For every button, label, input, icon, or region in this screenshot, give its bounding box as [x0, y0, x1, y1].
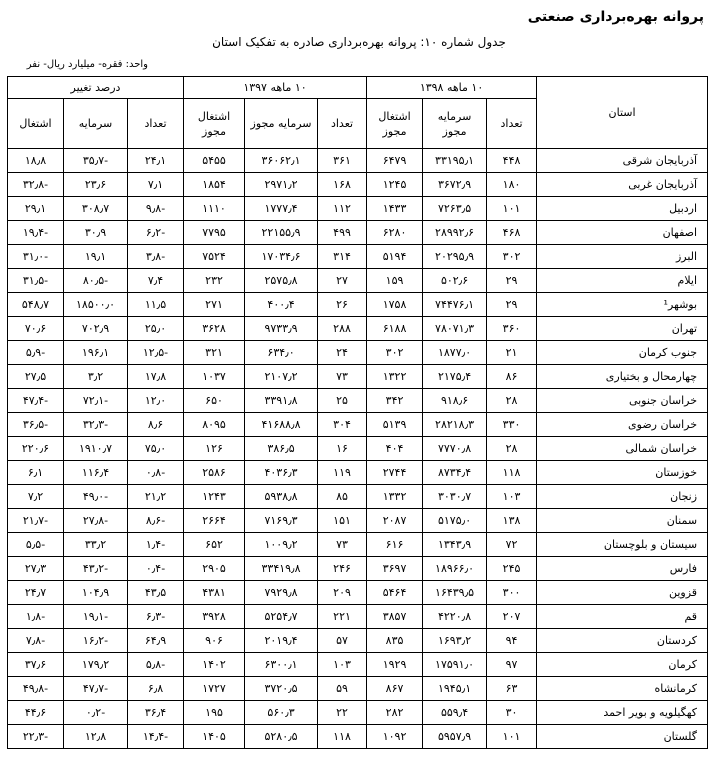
count-change-cell: ۱۷٫۸: [128, 365, 184, 389]
capital-1397-cell: ۲۰۱۹٫۴: [245, 629, 318, 653]
capital-1398-cell: ۱۹۴۵٫۱: [423, 677, 487, 701]
table-row: [8, 245, 708, 269]
employment-change-cell: -۵٫۹: [8, 341, 64, 365]
province-cell: خراسان شمالی: [537, 437, 708, 461]
capital-1397-cell: ۵۹۳۸٫۸: [245, 485, 318, 509]
count-1397-cell: ۲۷: [318, 269, 367, 293]
count-change-cell: ۷٫۴: [128, 269, 184, 293]
province-cell: قزوین: [537, 581, 708, 605]
count-change-cell: -۸٫۶: [128, 509, 184, 533]
employment-1398-cell: ۵۴۶۴: [367, 581, 423, 605]
capital-1398-cell: ۱۸۷۷٫۰: [423, 341, 487, 365]
employment-1398-cell: ۲۰۸۷: [367, 509, 423, 533]
count-change-cell: -۳٫۸: [128, 245, 184, 269]
capital-1398-cell: ۵۵۹٫۴: [423, 701, 487, 725]
count-1398-cell: ۷۲: [487, 533, 537, 557]
employment-change-cell: -۷٫۸: [8, 629, 64, 653]
employment-1397-cell: ۲۵۸۶: [184, 461, 245, 485]
employment-1397-cell: ۹۰۶: [184, 629, 245, 653]
employment-change-cell: -۳۶٫۵: [8, 413, 64, 437]
capital-change-cell: ۱۷۹٫۲: [64, 653, 128, 677]
unit-note: واحد: فقره- میلیارد ریال- نفر: [26, 59, 148, 70]
count-1397-cell: ۱۰۳: [318, 653, 367, 677]
province-cell: کرمانشاه: [537, 677, 708, 701]
count-1398-cell: ۳۶۰: [487, 317, 537, 341]
count-1397-cell: ۱۶: [318, 437, 367, 461]
province-cell: سیستان و بلوچستان: [537, 533, 708, 557]
province-cell: کرمان: [537, 653, 708, 677]
employment-1398-cell: ۶۱۶: [367, 533, 423, 557]
employment-1398-cell: ۵۱۳۹: [367, 413, 423, 437]
employment-header-1398: اشتغال مجوز: [367, 99, 423, 149]
employment-1398-cell: ۶۱۸۸: [367, 317, 423, 341]
count-change-cell: ۶۴٫۹: [128, 629, 184, 653]
count-1397-cell: ۵۷: [318, 629, 367, 653]
table-caption: جدول شماره ۱۰: پروانه بهره‌برداری صادره به تفکیک استان: [212, 35, 506, 49]
table-row: [8, 221, 708, 245]
employment-1397-cell: ۲۷۱: [184, 293, 245, 317]
count-change-cell: -۱۴٫۴: [128, 725, 184, 749]
capital-1398-cell: ۹۱۸٫۶: [423, 389, 487, 413]
employment-change-cell: -۴۹٫۸: [8, 677, 64, 701]
capital-1398-cell: ۵۱۷۵٫۰: [423, 509, 487, 533]
capital-header-1398: سرمایه مجوز: [423, 99, 487, 149]
capital-change-cell: ۷۰۲٫۹: [64, 317, 128, 341]
employment-1398-cell: ۳۴۲: [367, 389, 423, 413]
capital-1397-cell: ۲۲۱۵۵٫۹: [245, 221, 318, 245]
count-1397-cell: ۳۰۴: [318, 413, 367, 437]
capital-1398-cell: ۷۸۰۷۱٫۳: [423, 317, 487, 341]
count-1397-cell: ۲۶: [318, 293, 367, 317]
count-change-cell: -۰٫۴: [128, 557, 184, 581]
count-1397-cell: ۲۸۸: [318, 317, 367, 341]
employment-change-header: اشتغال: [8, 99, 64, 149]
capital-1398-cell: ۵۹۵۷٫۹: [423, 725, 487, 749]
count-1397-cell: ۱۵۱: [318, 509, 367, 533]
employment-change-cell: -۴۷٫۴: [8, 389, 64, 413]
table-row: [8, 485, 708, 509]
employment-1397-cell: ۱۲۶: [184, 437, 245, 461]
capital-change-header: سرمایه: [64, 99, 128, 149]
employment-change-cell: ۵۴۸٫۷: [8, 293, 64, 317]
province-cell: آذربایجان غربی: [537, 173, 708, 197]
employment-1398-cell: ۵۱۹۴: [367, 245, 423, 269]
province-cell: اصفهان: [537, 221, 708, 245]
employment-1398-cell: ۱۲۴۵: [367, 173, 423, 197]
employment-1397-cell: ۲۶۶۴: [184, 509, 245, 533]
count-1398-cell: ۹۷: [487, 653, 537, 677]
employment-1398-cell: ۲۷۴۴: [367, 461, 423, 485]
employment-1398-cell: ۳۰۲: [367, 341, 423, 365]
capital-1398-cell: ۷۴۴۷۶٫۱: [423, 293, 487, 317]
employment-1397-cell: ۱۸۵۴: [184, 173, 245, 197]
count-1397-cell: ۳۶۱: [318, 149, 367, 173]
province-cell: قم: [537, 605, 708, 629]
table-row: [8, 341, 708, 365]
capital-1398-cell: ۸۷۳۴٫۴: [423, 461, 487, 485]
group-header-1397: ۱۰ ماهه ۱۳۹۷: [184, 77, 367, 99]
count-change-cell: ۲۱٫۲: [128, 485, 184, 509]
count-1398-cell: ۱۰۱: [487, 197, 537, 221]
province-cell: بوشهر¹: [537, 293, 708, 317]
employment-change-cell: ۶٫۱: [8, 461, 64, 485]
capital-1397-cell: ۲۵۷۵٫۸: [245, 269, 318, 293]
capital-1397-cell: ۷۱۶۹٫۳: [245, 509, 318, 533]
table-row: [8, 677, 708, 701]
capital-1398-cell: ۷۲۶۳٫۵: [423, 197, 487, 221]
capital-1398-cell: ۳۳۱۹۵٫۱: [423, 149, 487, 173]
count-1397-cell: ۱۱۸: [318, 725, 367, 749]
count-change-cell: ۳۶٫۴: [128, 701, 184, 725]
employment-change-cell: -۱٫۸: [8, 605, 64, 629]
count-1397-cell: ۱۱۹: [318, 461, 367, 485]
employment-change-cell: ۴۴٫۶: [8, 701, 64, 725]
capital-1398-cell: ۱۶۹۳٫۲: [423, 629, 487, 653]
count-1397-cell: ۴۹۹: [318, 221, 367, 245]
employment-1397-cell: ۶۵۲: [184, 533, 245, 557]
employment-change-cell: ۲۷٫۳: [8, 557, 64, 581]
count-change-cell: ۶٫۸: [128, 677, 184, 701]
capital-1398-cell: ۲۰۲۹۵٫۹: [423, 245, 487, 269]
count-1398-cell: ۲۴۵: [487, 557, 537, 581]
count-1398-cell: ۲۹: [487, 293, 537, 317]
capital-1398-cell: ۱۸۹۶۶٫۰: [423, 557, 487, 581]
province-cell: فارس: [537, 557, 708, 581]
capital-1397-cell: ۳۶۰۶۲٫۱: [245, 149, 318, 173]
table-row: [8, 581, 708, 605]
capital-1397-cell: ۵۶۰٫۳: [245, 701, 318, 725]
province-cell: اردبیل: [537, 197, 708, 221]
count-header-1398: تعداد: [487, 99, 537, 149]
table-row: [8, 725, 708, 749]
employment-1397-cell: ۲۹۰۵: [184, 557, 245, 581]
employment-change-cell: ۷٫۲: [8, 485, 64, 509]
table-row: [8, 293, 708, 317]
table-row: [8, 365, 708, 389]
capital-1397-cell: ۴۰۰٫۴: [245, 293, 318, 317]
capital-1398-cell: ۲۸۹۹۲٫۶: [423, 221, 487, 245]
capital-1397-cell: ۷۹۲۹٫۸: [245, 581, 318, 605]
capital-1397-cell: ۶۳۴٫۰: [245, 341, 318, 365]
count-1398-cell: ۲۱: [487, 341, 537, 365]
employment-1397-cell: ۵۴۵۵: [184, 149, 245, 173]
page-title: پروانه بهره‌برداری صنعتی: [527, 9, 704, 25]
count-change-cell: -۹٫۸: [128, 197, 184, 221]
count-1397-cell: ۲۲۱: [318, 605, 367, 629]
employment-1398-cell: ۸۶۷: [367, 677, 423, 701]
employment-change-cell: ۳۷٫۶: [8, 653, 64, 677]
capital-change-cell: ۱۹۱۰٫۷: [64, 437, 128, 461]
capital-change-cell: -۴۳٫۲: [64, 557, 128, 581]
table-row: [8, 149, 708, 173]
province-cell: کهگیلویه و بویر احمد: [537, 701, 708, 725]
capital-1398-cell: ۵۰۲٫۶: [423, 269, 487, 293]
capital-1397-cell: ۹۷۳۳٫۹: [245, 317, 318, 341]
count-1398-cell: ۹۴: [487, 629, 537, 653]
capital-change-cell: -۴۷٫۷: [64, 677, 128, 701]
employment-1397-cell: ۳۹۲۸: [184, 605, 245, 629]
table-body: [8, 149, 708, 749]
count-1398-cell: ۳۰۰: [487, 581, 537, 605]
capital-1398-cell: ۷۷۷۰٫۸: [423, 437, 487, 461]
capital-change-cell: ۱۲٫۸: [64, 725, 128, 749]
capital-1397-cell: ۱۷۷۷٫۴: [245, 197, 318, 221]
table-row: [8, 701, 708, 725]
capital-change-cell: ۳۰٫۹: [64, 221, 128, 245]
count-change-cell: ۷۵٫۰: [128, 437, 184, 461]
count-change-cell: ۸٫۶: [128, 413, 184, 437]
capital-1397-cell: ۲۹۷۱٫۲: [245, 173, 318, 197]
count-1398-cell: ۲۹: [487, 269, 537, 293]
province-cell: سمنان: [537, 509, 708, 533]
employment-1397-cell: ۸۰۹۵: [184, 413, 245, 437]
capital-change-cell: ۳۰۸٫۷: [64, 197, 128, 221]
capital-1397-cell: ۵۲۸۰٫۵: [245, 725, 318, 749]
capital-1398-cell: ۲۱۷۵٫۴: [423, 365, 487, 389]
employment-1398-cell: ۱۹۲۹: [367, 653, 423, 677]
province-cell: کردستان: [537, 629, 708, 653]
table-row: [8, 317, 708, 341]
capital-1397-cell: ۶۳۰۰٫۱: [245, 653, 318, 677]
count-change-cell: -۵٫۸: [128, 653, 184, 677]
group-header-1398: ۱۰ ماهه ۱۳۹۸: [367, 77, 537, 99]
employment-1398-cell: ۱۰۹۲: [367, 725, 423, 749]
capital-1397-cell: ۴۰۳۶٫۳: [245, 461, 318, 485]
province-cell: ایلام: [537, 269, 708, 293]
capital-change-cell: ۳۳٫۲: [64, 533, 128, 557]
capital-change-cell: -۲۷٫۸: [64, 509, 128, 533]
province-cell: تهران: [537, 317, 708, 341]
employment-change-cell: ۷۰٫۶: [8, 317, 64, 341]
province-cell: خراسان جنوبی: [537, 389, 708, 413]
employment-1397-cell: ۱۲۴۳: [184, 485, 245, 509]
table-row: [8, 461, 708, 485]
capital-1398-cell: ۱۳۴۳٫۹: [423, 533, 487, 557]
count-header-1397: تعداد: [318, 99, 367, 149]
province-cell: البرز: [537, 245, 708, 269]
employment-change-cell: ۲۴٫۷: [8, 581, 64, 605]
table-row: [8, 173, 708, 197]
group-header-change: درصد تغییر: [8, 77, 184, 99]
employment-1397-cell: ۱۹۵: [184, 701, 245, 725]
count-1398-cell: ۴۴۸: [487, 149, 537, 173]
count-change-cell: ۱۲٫۰: [128, 389, 184, 413]
province-permits-table: [7, 76, 708, 749]
capital-change-cell: -۰٫۲: [64, 701, 128, 725]
capital-1397-cell: ۳۳۴۱۹٫۸: [245, 557, 318, 581]
capital-1397-cell: ۴۱۶۸۸٫۸: [245, 413, 318, 437]
employment-change-cell: -۲۱٫۷: [8, 509, 64, 533]
count-change-cell: ۲۴٫۱: [128, 149, 184, 173]
count-1398-cell: ۳۰: [487, 701, 537, 725]
capital-1398-cell: ۳۰۳۰٫۷: [423, 485, 487, 509]
capital-change-cell: ۳٫۲: [64, 365, 128, 389]
count-1398-cell: ۳۰۲: [487, 245, 537, 269]
count-1398-cell: ۲۸: [487, 437, 537, 461]
province-cell: زنجان: [537, 485, 708, 509]
count-1398-cell: ۲۸: [487, 389, 537, 413]
count-1398-cell: ۲۰۷: [487, 605, 537, 629]
capital-change-cell: -۱۹٫۱: [64, 605, 128, 629]
count-change-cell: -۱٫۴: [128, 533, 184, 557]
count-1397-cell: ۲۰۹: [318, 581, 367, 605]
count-1398-cell: ۱۸۰: [487, 173, 537, 197]
table-row: [8, 653, 708, 677]
employment-change-cell: -۳۱٫۰: [8, 245, 64, 269]
employment-1398-cell: ۱۳۲۲: [367, 365, 423, 389]
capital-1398-cell: ۲۸۲۱۸٫۳: [423, 413, 487, 437]
capital-change-cell: ۱۸۵۰۰٫۰: [64, 293, 128, 317]
employment-1398-cell: ۱۳۳۲: [367, 485, 423, 509]
count-change-header: تعداد: [128, 99, 184, 149]
employment-1398-cell: ۲۸۲: [367, 701, 423, 725]
count-1397-cell: ۱۶۸: [318, 173, 367, 197]
capital-change-cell: -۱۶٫۲: [64, 629, 128, 653]
count-1397-cell: ۷۳: [318, 365, 367, 389]
employment-change-cell: -۳۱٫۵: [8, 269, 64, 293]
employment-1397-cell: ۱۴۰۲: [184, 653, 245, 677]
table-row: [8, 269, 708, 293]
capital-1398-cell: ۴۲۲۰٫۸: [423, 605, 487, 629]
count-1398-cell: ۱۱۸: [487, 461, 537, 485]
employment-change-cell: ۱۸٫۸: [8, 149, 64, 173]
count-1398-cell: ۸۶: [487, 365, 537, 389]
count-change-cell: ۷٫۱: [128, 173, 184, 197]
employment-1398-cell: ۱۷۵۸: [367, 293, 423, 317]
employment-1397-cell: ۴۳۸۱: [184, 581, 245, 605]
employment-1397-cell: ۳۶۲۸: [184, 317, 245, 341]
employment-1397-cell: ۱۱۱۰: [184, 197, 245, 221]
capital-change-cell: ۱۰۴٫۹: [64, 581, 128, 605]
employment-1398-cell: ۱۴۳۳: [367, 197, 423, 221]
employment-header-1397: اشتغال مجوز: [184, 99, 245, 149]
employment-1397-cell: ۷۵۲۴: [184, 245, 245, 269]
count-1397-cell: ۲۲: [318, 701, 367, 725]
employment-1398-cell: ۶۴۷۹: [367, 149, 423, 173]
count-1398-cell: ۶۳: [487, 677, 537, 701]
table-row: [8, 437, 708, 461]
employment-1398-cell: ۱۵۹: [367, 269, 423, 293]
employment-change-cell: -۵٫۵: [8, 533, 64, 557]
province-cell: گلستان: [537, 725, 708, 749]
capital-change-cell: ۱۹۶٫۱: [64, 341, 128, 365]
count-change-cell: ۴۳٫۵: [128, 581, 184, 605]
count-1397-cell: ۵۹: [318, 677, 367, 701]
count-1397-cell: ۲۵: [318, 389, 367, 413]
count-1398-cell: ۳۳۰: [487, 413, 537, 437]
capital-change-cell: -۷۲٫۱: [64, 389, 128, 413]
count-change-cell: ۱۱٫۵: [128, 293, 184, 317]
count-1397-cell: ۱۱۲: [318, 197, 367, 221]
count-change-cell: -۱۲٫۵: [128, 341, 184, 365]
employment-1398-cell: ۴۰۴: [367, 437, 423, 461]
capital-1397-cell: ۳۸۶٫۵: [245, 437, 318, 461]
employment-change-cell: -۱۹٫۴: [8, 221, 64, 245]
capital-change-cell: -۳۲٫۳: [64, 413, 128, 437]
employment-1397-cell: ۱۴۰۵: [184, 725, 245, 749]
count-1397-cell: ۸۵: [318, 485, 367, 509]
employment-1398-cell: ۶۲۸۰: [367, 221, 423, 245]
province-cell: خوزستان: [537, 461, 708, 485]
employment-change-cell: -۲۲٫۳: [8, 725, 64, 749]
capital-1397-cell: ۳۷۲۰٫۵: [245, 677, 318, 701]
count-1398-cell: ۱۳۸: [487, 509, 537, 533]
count-1397-cell: ۳۱۴: [318, 245, 367, 269]
employment-1397-cell: ۲۳۲: [184, 269, 245, 293]
employment-1397-cell: ۷۷۹۵: [184, 221, 245, 245]
count-1398-cell: ۱۰۳: [487, 485, 537, 509]
count-change-cell: -۶٫۲: [128, 221, 184, 245]
employment-1397-cell: ۱۷۲۷: [184, 677, 245, 701]
capital-header-1397: سرمایه مجوز: [245, 99, 318, 149]
capital-1397-cell: ۱۷۰۳۴٫۶: [245, 245, 318, 269]
capital-change-cell: -۸۰٫۵: [64, 269, 128, 293]
capital-1398-cell: ۳۶۷۲٫۹: [423, 173, 487, 197]
table-row: [8, 605, 708, 629]
count-change-cell: -۶٫۳: [128, 605, 184, 629]
employment-1398-cell: ۸۳۵: [367, 629, 423, 653]
employment-1397-cell: ۳۲۱: [184, 341, 245, 365]
table-row: [8, 557, 708, 581]
count-1397-cell: ۲۴: [318, 341, 367, 365]
capital-1398-cell: ۱۷۵۹۱٫۰: [423, 653, 487, 677]
capital-change-cell: ۱۱۶٫۴: [64, 461, 128, 485]
table-row: [8, 197, 708, 221]
employment-1398-cell: ۳۶۹۷: [367, 557, 423, 581]
province-cell: آذربایجان شرقی: [537, 149, 708, 173]
province-cell: چهارمحال و بختیاری: [537, 365, 708, 389]
table-row: [8, 413, 708, 437]
capital-1398-cell: ۱۶۴۳۹٫۵: [423, 581, 487, 605]
employment-1398-cell: ۳۸۵۷: [367, 605, 423, 629]
capital-1397-cell: ۱۰۰۹٫۲: [245, 533, 318, 557]
count-change-cell: ۲۵٫۰: [128, 317, 184, 341]
count-1398-cell: ۴۶۸: [487, 221, 537, 245]
employment-1397-cell: ۶۵۰: [184, 389, 245, 413]
count-1398-cell: ۱۰۱: [487, 725, 537, 749]
capital-change-cell: -۴۹٫۰: [64, 485, 128, 509]
capital-change-cell: ۱۹٫۱: [64, 245, 128, 269]
count-change-cell: -۰٫۸: [128, 461, 184, 485]
table-row: [8, 629, 708, 653]
table-row: [8, 389, 708, 413]
province-cell: جنوب کرمان: [537, 341, 708, 365]
province-cell: خراسان رضوی: [537, 413, 708, 437]
employment-change-cell: ۲۷٫۵: [8, 365, 64, 389]
table-row: [8, 533, 708, 557]
count-1397-cell: ۲۴۶: [318, 557, 367, 581]
capital-change-cell: -۳۵٫۷: [64, 149, 128, 173]
employment-1397-cell: ۱۰۳۷: [184, 365, 245, 389]
employment-change-cell: ۲۲۰٫۶: [8, 437, 64, 461]
capital-change-cell: ۲۳٫۶: [64, 173, 128, 197]
capital-1397-cell: ۲۱۰۷٫۲: [245, 365, 318, 389]
province-header: استان: [537, 77, 708, 149]
count-1397-cell: ۷۳: [318, 533, 367, 557]
capital-1397-cell: ۳۳۹۱٫۸: [245, 389, 318, 413]
employment-change-cell: ۲۹٫۱: [8, 197, 64, 221]
capital-1397-cell: ۵۲۵۴٫۷: [245, 605, 318, 629]
employment-change-cell: -۳۲٫۸: [8, 173, 64, 197]
table-row: [8, 509, 708, 533]
